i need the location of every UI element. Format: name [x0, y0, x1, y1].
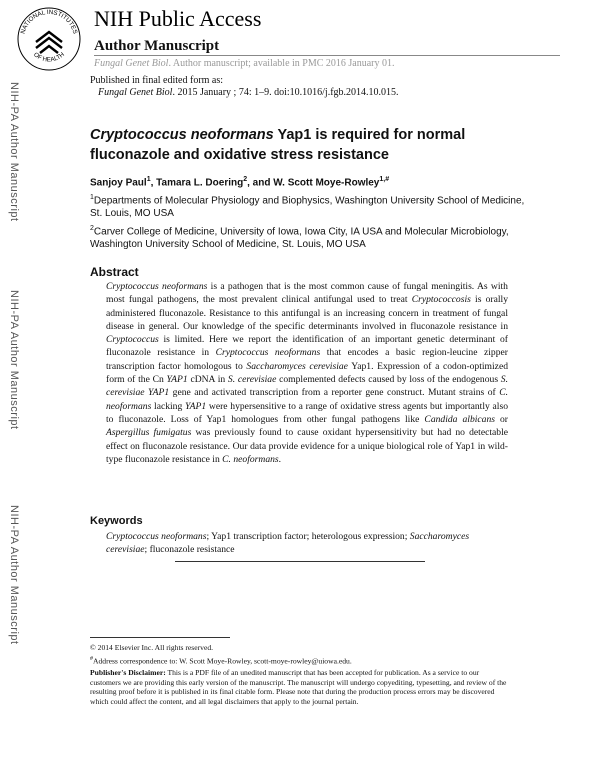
- title-rest: Yap1 is required for normal fluconazole and oxidative stress resistance: [90, 127, 466, 163]
- author-list: [90, 176, 389, 188]
- abs-s22: or: [495, 413, 509, 425]
- author-sep-2: , and: [247, 177, 274, 189]
- disclaimer-label: Publisher's Disclaimer:: [90, 668, 166, 677]
- abs-s1: Cryptococcus neoformans: [106, 281, 208, 292]
- abs-s15: S. cerevisiae YAP1: [106, 374, 508, 399]
- copyright-notice: © 2014 Elsevier Inc. All rights reserved.: [90, 643, 214, 652]
- affiliation-1-text: Departments of Molecular Physiology and Biophysics, Washington University School of Medicine, St. Louis, MO USA: [90, 195, 525, 220]
- kw-1: Cryptococcus neoformans: [106, 531, 207, 542]
- author-3-affil: 1,#: [379, 176, 390, 183]
- side-label-1: NIH-PA Author Manuscript: [8, 82, 20, 222]
- abs-s4: is orally administered fluconazole. Resistance to this antifungal is an increasing concern in treatment of fungal disease in general. Our knowledge of the specific determinants involved in fluconazole resistance in: [106, 294, 508, 332]
- section-divider: [175, 561, 425, 562]
- abs-s19: YAP1: [185, 400, 207, 412]
- footnote-divider: [90, 637, 230, 638]
- affiliation-2-marker: 2: [90, 225, 94, 232]
- abs-s18: lacking: [151, 400, 186, 412]
- abs-s10: Yap1. Expression of a codon-optimized form of the Cn: [106, 360, 509, 386]
- side-label-3: NIH-PA Author Manuscript: [8, 505, 20, 645]
- kw-2: ; Yap1 transcription factor; heterologous expression;: [206, 531, 410, 542]
- header-divider: [94, 55, 560, 56]
- abs-s16: gene and activated transcription from a reporter gene construct. Mutant strains of: [169, 387, 500, 399]
- abs-s20: were hypersensitive to a range of oxidative stress agents but importantly also to fluconazole. Loss of Yap1 homologues from other fungal pathogens like: [106, 400, 508, 425]
- abs-s7: Cryptococcus neoformans: [215, 347, 321, 359]
- seal-text-bottom: OF HEALTH: [32, 51, 66, 64]
- availability-text: . Author manuscript; available in PMC 2016 January 01.: [168, 58, 395, 69]
- svg-text:OF HEALTH: [32, 51, 66, 63]
- abs-s23: Aspergillus fumigatus: [106, 427, 192, 439]
- kw-4: ; fluconazole resistance: [144, 544, 235, 555]
- abs-s13: S. cerevisiae: [227, 374, 277, 386]
- abs-s26: .: [278, 453, 282, 465]
- side-label-2: NIH-PA Author Manuscript: [8, 290, 20, 430]
- abs-s5: Cryptococcus: [106, 334, 159, 346]
- article-title: [90, 125, 530, 165]
- abs-s21: Candida albicans: [424, 413, 495, 425]
- journal-availability-note: [94, 58, 395, 69]
- abs-s11: YAP1: [166, 374, 188, 386]
- author-3: W. Scott Moye-Rowley: [273, 177, 380, 189]
- abs-s3: Cryptococcosis: [411, 294, 471, 306]
- nih-public-access-title: NIH Public Access: [94, 6, 262, 31]
- published-final-label: Published in final edited form as:: [90, 75, 224, 86]
- correspondence-marker: #: [90, 656, 93, 662]
- author-manuscript-label: Author Manuscript: [94, 38, 220, 54]
- citation-details: . 2015 January ; 74: 1–9. doi:10.1016/j.fgb.2014.10.015.: [172, 87, 399, 98]
- affiliation-1-marker: 1: [90, 194, 94, 201]
- abs-s6: is limited. Here we report the identification of an important genetic determinant of fluconazole resistance in: [106, 334, 508, 359]
- affiliation-2: [90, 222, 530, 251]
- author-1-affil: 1: [146, 176, 151, 183]
- keywords-list: [106, 530, 508, 556]
- citation-line: [98, 87, 399, 98]
- abs-s14: complemented defects caused by loss of the endogenous: [276, 374, 501, 386]
- kw-3: Saccharomyces cerevisiae: [106, 531, 470, 555]
- journal-name: Fungal Genet Biol: [94, 58, 169, 69]
- keywords-heading: Keywords: [90, 515, 143, 527]
- author-sep-1: ,: [150, 177, 157, 189]
- affiliation-1: [90, 191, 530, 220]
- abs-s24: was previously found to cause oxidant hypersensitivity but had no detectable effect on fluconazole resistance. Our data provide evidence for a unique biological role of Yap1 in wild-type fluconazole resistance in: [106, 427, 508, 465]
- affiliation-2-text: Carver College of Medicine, University of Iowa, Iowa City, IA USA and Molecular Microbiology, Washington University School of Medicine, St. Louis, MO USA: [90, 226, 509, 251]
- correspondence-note: [90, 655, 510, 666]
- seal-text-top: NATIONAL INSTITUTES: [19, 8, 79, 35]
- abs-s2: is a pathogen that is the most common cause of fungal meningitis. As with most fungal pathogens, the most prevalent clinical antifungal used to treat: [106, 281, 508, 306]
- nih-seal-logo: [16, 6, 82, 72]
- abs-s8: that encodes a basic region-leucine zipper transcription factor homologous to: [106, 347, 508, 372]
- author-2-affil: 2: [243, 176, 248, 183]
- correspondence-text: Address correspondence to: W. Scott Moye-Rowley, scott-moye-rowley@uiowa.edu.: [93, 656, 352, 666]
- abstract-body: [106, 280, 508, 466]
- author-2: Tamara L. Doering: [156, 177, 244, 189]
- abs-s9: Saccharomyces cerevisiae: [246, 360, 348, 372]
- title-species: Cryptococcus neoformans: [90, 127, 274, 143]
- abs-s12: cDNA in: [187, 374, 228, 386]
- publisher-disclaimer: [90, 668, 510, 706]
- abstract-heading: Abstract: [90, 265, 139, 279]
- author-1: Sanjoy Paul: [90, 177, 147, 189]
- abs-s25: C. neoformans: [222, 453, 279, 465]
- disclaimer-text: This is a PDF file of an unedited manuscript that has been accepted for publication. As a service to our customers we are providing this early version of the manuscript. The manuscript will undergo copyediting, typesetting, and review of the resulting proof before it is published in its final citable form. Please note that during the production process errors may be discovered which could affect the content, and all legal disclaimers that apply to the journal pertain.: [90, 668, 507, 706]
- citation-journal: Fungal Genet Biol: [98, 87, 173, 98]
- abs-s17: C. neoformans: [106, 387, 508, 412]
